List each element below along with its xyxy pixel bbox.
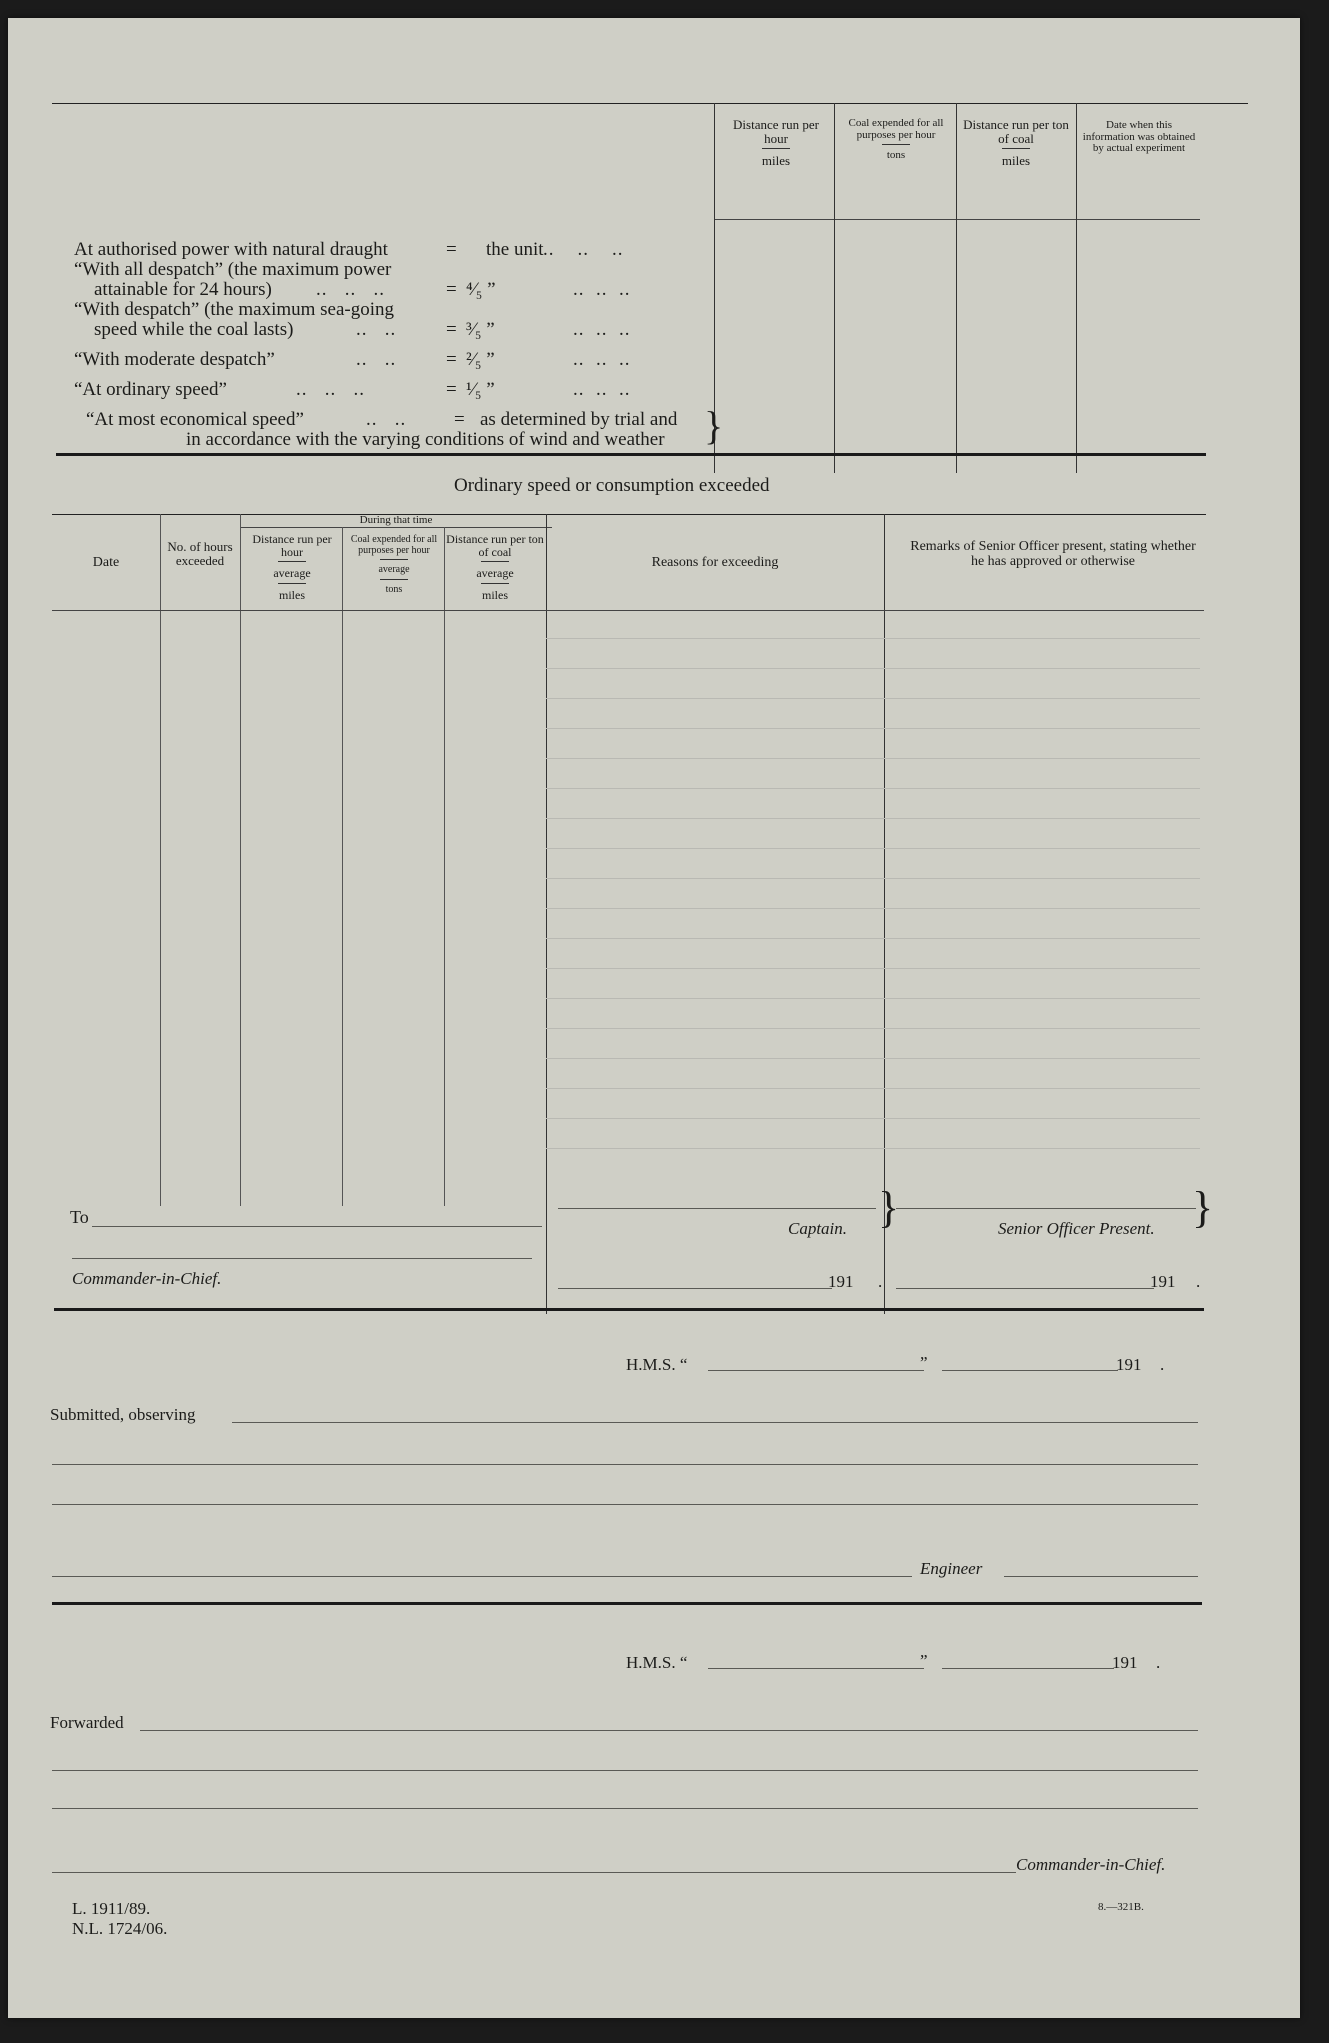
row-all-despatch: “With all despatch” (the maximum power — [74, 259, 392, 280]
form-code: 8.—321B. — [1098, 1901, 1144, 1913]
group-header: During that time — [359, 514, 433, 526]
ref-2: N.L. 1724/06. — [72, 1919, 168, 1938]
hms-label-1: H.M.S. “ — [626, 1355, 688, 1374]
form-page: Distance run per hour miles Coal expended for all purposes per hour tons Distance run per ton of coal miles Date when this information was obtained by actual experiment At authorised power with natural draught = the unit .. .. .. “With all despatch” (the maximum power attainable for 24 hours) .. .. .. = ⁴⁄₅ ” .. .. .. “With despatch” (the maximum sea-going speed while the coal lasts) .. .. = ³⁄₅ ” .. .. .. “With moderate despatch” .. .. = ²⁄₅ ” .. .. .. “At ordinary speed” .. .. .. = ¹⁄₅ ” .. .. .. “At most economical speed” .. .. = as determined by trial and in accordance with the varying conditions of wind and weather } Ordinary speed or consumption exceeded During that time Date No. of hours exceeded Distance run per hour average miles Coal expended for all purposes per hour average tons Distance run per ton of coal average miles Reasons for exceeding Remarks of Senior Officer present, stating whether he has approved or otherwise To Commander-in-Chief. Captain. } 191 . Senior Officer Present. } 191 . H.M.S. “ ” 191 . Submitted, observing Engineer H.M.S. “ ” 191 . Forwarded Commander-in-Chief. L. 1911/89. N.L. 1724/06. 8.—321B. — [8, 18, 1300, 2018]
engineer-label: Engineer — [920, 1559, 983, 1578]
submitted-label: Submitted, observing — [50, 1405, 196, 1424]
row-moderate-value: ²⁄₅ ” — [466, 349, 495, 370]
submitted-line[interactable] — [232, 1422, 1198, 1423]
section-title: Ordinary speed or consumption exceeded — [454, 475, 770, 496]
top-table-bottom-rule — [56, 453, 1206, 456]
row-despatch-value: ³⁄₅ ” — [466, 319, 495, 340]
col-date-header: Date when this information was obtained by actual experiment — [1082, 119, 1196, 155]
to-line[interactable] — [92, 1226, 542, 1227]
col-hours: No. of hours exceeded — [167, 539, 233, 568]
col-dpt-header: Distance run per ton of coal miles — [963, 117, 1069, 169]
col-remarks: Remarks of Senior Officer present, stating whether he has approved or otherwise — [910, 539, 1196, 569]
row-economical: “At most economical speed” — [86, 409, 304, 430]
captain-label: Captain. — [788, 1219, 848, 1238]
col-dist: Distance run per hour average miles — [252, 532, 332, 602]
col-coal: Coal expended for all purposes per hour average tons — [350, 534, 438, 595]
captain-line[interactable] — [558, 1208, 876, 1209]
year-senior: 191 — [1150, 1272, 1176, 1291]
row-all-despatch-value: ⁴⁄₅ ” — [466, 279, 496, 300]
year-captain: 191 — [828, 1272, 854, 1291]
ship-name-line-2[interactable] — [708, 1668, 924, 1669]
col-distance-header: Distance run per hour miles — [733, 117, 819, 169]
forwarded-label: Forwarded — [50, 1713, 124, 1732]
cic-label: Commander-in-Chief. — [72, 1269, 222, 1288]
hms-label-2: H.M.S. “ — [626, 1653, 688, 1672]
ship-name-line-1[interactable] — [708, 1370, 924, 1371]
year-sub: 191 — [1116, 1355, 1142, 1374]
cic-label-2: Commander-in-Chief. — [1016, 1855, 1166, 1874]
top-rule — [52, 103, 1248, 104]
forwarded-line[interactable] — [140, 1730, 1198, 1731]
col-coal-header: Coal expended for all purposes per hour tons — [848, 117, 944, 162]
header-underline — [714, 219, 1200, 220]
col-dpt: Distance run per ton of coal average miles — [446, 532, 544, 602]
row-economical-value: as determined by trial and — [480, 409, 678, 430]
row-authorised: At authorised power with natural draught — [74, 239, 388, 260]
row-moderate: “With moderate despatch” — [74, 349, 275, 370]
senior-label: Senior Officer Present. — [998, 1219, 1155, 1238]
col-date: Date — [92, 555, 120, 570]
year-fwd: 191 — [1112, 1653, 1138, 1672]
row-ordinary-value: ¹⁄₅ ” — [466, 379, 495, 400]
senior-line[interactable] — [896, 1208, 1196, 1209]
ref-1: L. 1911/89. — [72, 1899, 151, 1918]
to-label: To — [70, 1207, 89, 1227]
row-ordinary: “At ordinary speed” — [74, 379, 227, 400]
row-authorised-value: the unit — [486, 239, 544, 260]
col-reasons: Reasons for exceeding — [651, 555, 779, 570]
row-despatch: “With despatch” (the maximum sea-going — [74, 299, 395, 320]
row-authorised-eq: = — [446, 239, 457, 260]
